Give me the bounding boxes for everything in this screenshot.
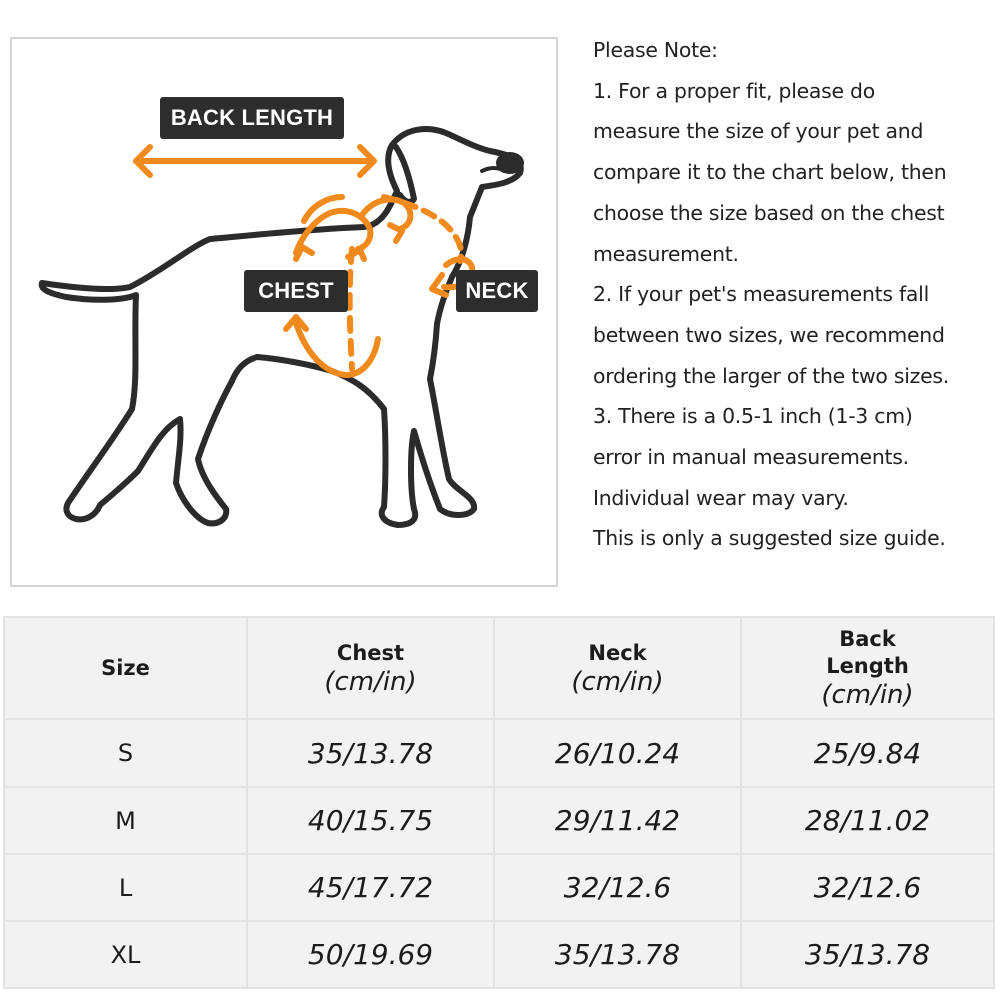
table-row [4,854,994,921]
chest-cell: 40/15.75 [247,787,494,854]
header-neck-unit: (cm/in) [571,666,664,697]
measurement-diagram [10,37,558,587]
neck-cell: 35/13.78 [494,921,741,988]
chest-cell: 45/17.72 [247,854,494,921]
neck-cell: 29/11.42 [494,787,741,854]
header-back-length-title-1: Back [839,627,896,651]
header-back-length-unit: (cm/in) [821,680,914,710]
chest-cell: 35/13.78 [247,719,494,787]
note-line: measurement. [593,241,739,266]
back-length-label: BACK LENGTH [160,97,344,139]
note-line: 3. There is a 0.5-1 inch (1-3 cm) [593,404,913,429]
note-line: compare it to the chart below, then [593,160,947,185]
table-row [4,719,994,787]
header-back-length-title-2: Length [826,654,909,678]
header-chest-unit: (cm/in) [324,666,417,697]
size-cell: L [4,854,247,921]
header-size-title: Size [101,655,150,680]
note-heading: Please Note: [593,38,718,62]
table-header-row [4,617,994,719]
back-length-cell: 25/9.84 [741,719,994,787]
chest-dashed-line [350,249,352,369]
neck-cell: 32/12.6 [494,854,741,921]
note-line: ordering the larger of the two sizes. [593,363,949,388]
chest-cell: 50/19.69 [247,921,494,988]
note-line: This is only a suggested size guide. [593,526,946,551]
header-neck [494,617,741,719]
neck-cell: 26/10.24 [494,719,741,787]
note-line: error in manual measurements. [593,445,909,470]
size-cell: XL [4,921,247,988]
note-line: Individual wear may vary. [593,485,849,510]
table-row [4,921,994,988]
note-line: choose the size based on the chest [593,200,945,225]
neck-label: NECK [456,270,538,312]
size-chart-table [3,616,995,989]
back-length-cell: 28/11.02 [741,787,994,854]
note-line: measure the size of your pet and [593,119,924,144]
chest-label: CHEST [244,270,348,312]
note-line: between two sizes, we recommend [593,322,945,347]
header-back-length [741,617,994,719]
table-row [4,787,994,854]
header-size [4,617,247,719]
back-length-cell: 35/13.78 [741,921,994,988]
size-cell: M [4,787,247,854]
back-length-cell: 32/12.6 [741,854,994,921]
dog-outline [42,129,521,525]
note-line: 2. If your pet's measurements fall [593,282,929,307]
header-chest [247,617,494,719]
note-line: 1. For a proper fit, please do [593,78,875,103]
dog-nose [496,152,524,174]
header-neck-title: Neck [588,640,647,665]
please-note-block [593,30,997,559]
size-cell: S [4,719,247,787]
header-chest-title: Chest [336,640,405,665]
